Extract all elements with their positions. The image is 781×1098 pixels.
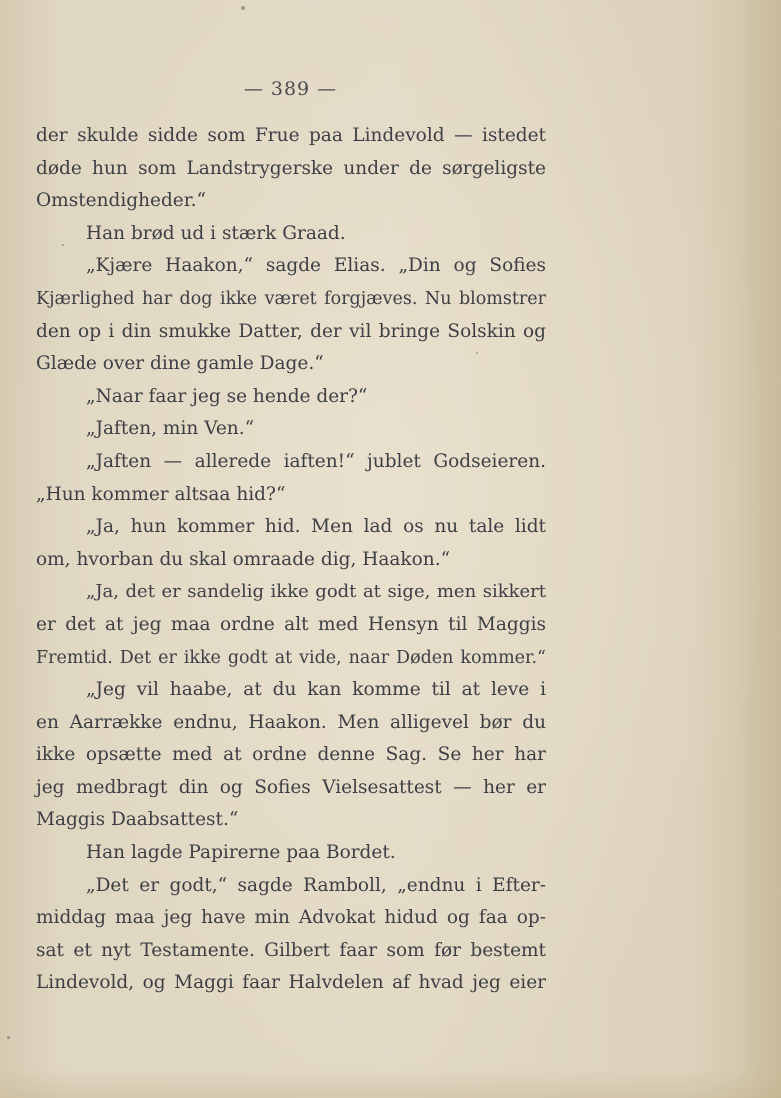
text-line: „Jeg vil haabe, at du kan komme til at leve i <box>86 679 546 701</box>
text-line: Kjærlighed har dog ikke været forgjæves. Nu blomstrer <box>36 288 546 309</box>
paper-speck <box>7 1036 10 1039</box>
text-line: den op i din smukke Datter, der vil bringe Solskin og <box>36 320 546 342</box>
text-line: Han brød ud i stærk Graad. <box>86 222 346 244</box>
page-bottom-shadow <box>0 1068 781 1098</box>
text-line: er det at jeg maa ordne alt med Hensyn til Maggis <box>36 613 546 635</box>
text-line: middag maa jeg have min Advokat hidud og faa op- <box>36 907 546 929</box>
text-line: der skulde sidde som Frue paa Lindevold — istedet <box>36 125 546 146</box>
text-line: sat et nyt Testamente. Gilbert faar som før bestemt <box>36 939 546 961</box>
page-number: — 389 — <box>243 78 338 100</box>
body-text <box>36 120 546 1000</box>
text-line: „Kjære Haakon,“ sagde Elias. „Din og Sofies <box>86 255 546 277</box>
text-line: en Aarrække endnu, Haakon. Men alligevel bør du <box>36 711 546 733</box>
text-line: jeg medbragt din og Sofies Vielsesattest — her er <box>36 776 546 798</box>
paper-speck <box>241 6 245 10</box>
text-line: „Jaften, min Ven.“ <box>86 418 255 440</box>
text-line: Omstendigheder.“ <box>36 190 206 212</box>
text-line: Maggis Daabsattest.“ <box>36 809 239 831</box>
text-line: Fremtid. Det er ikke godt at vide, naar Døden kommer.“ <box>36 647 546 668</box>
text-line: „Det er godt,“ sagde Ramboll, „endnu i Efter- <box>86 874 546 896</box>
text-line: ikke opsætte med at ordne denne Sag. Se her har <box>36 744 546 766</box>
text-line: Glæde over dine gamle Dage.“ <box>36 353 324 375</box>
text-line: „Hun kommer altsaa hid?“ <box>36 483 286 505</box>
text-line: Lindevold, og Maggi faar Halvdelen af hvad jeg eier <box>36 972 546 994</box>
text-line: døde hun som Landstrygerske under de sørgeligste <box>36 157 546 179</box>
text-line: om, hvorban du skal omraade dig, Haakon.“ <box>36 548 451 570</box>
text-line: „Jaften — allerede iaften!“ jublet Godseieren. <box>86 450 546 472</box>
text-line: „Ja, det er sandelig ikke godt at sige, men sikkert <box>86 581 546 603</box>
text-line: „Ja, hun kommer hid. Men lad os nu tale lidt <box>86 516 546 538</box>
page-edge-shadow <box>733 0 781 1098</box>
text-line: „Naar faar jeg se hende der?“ <box>86 385 368 407</box>
text-line: Han lagde Papirerne paa Bordet. <box>86 842 396 864</box>
